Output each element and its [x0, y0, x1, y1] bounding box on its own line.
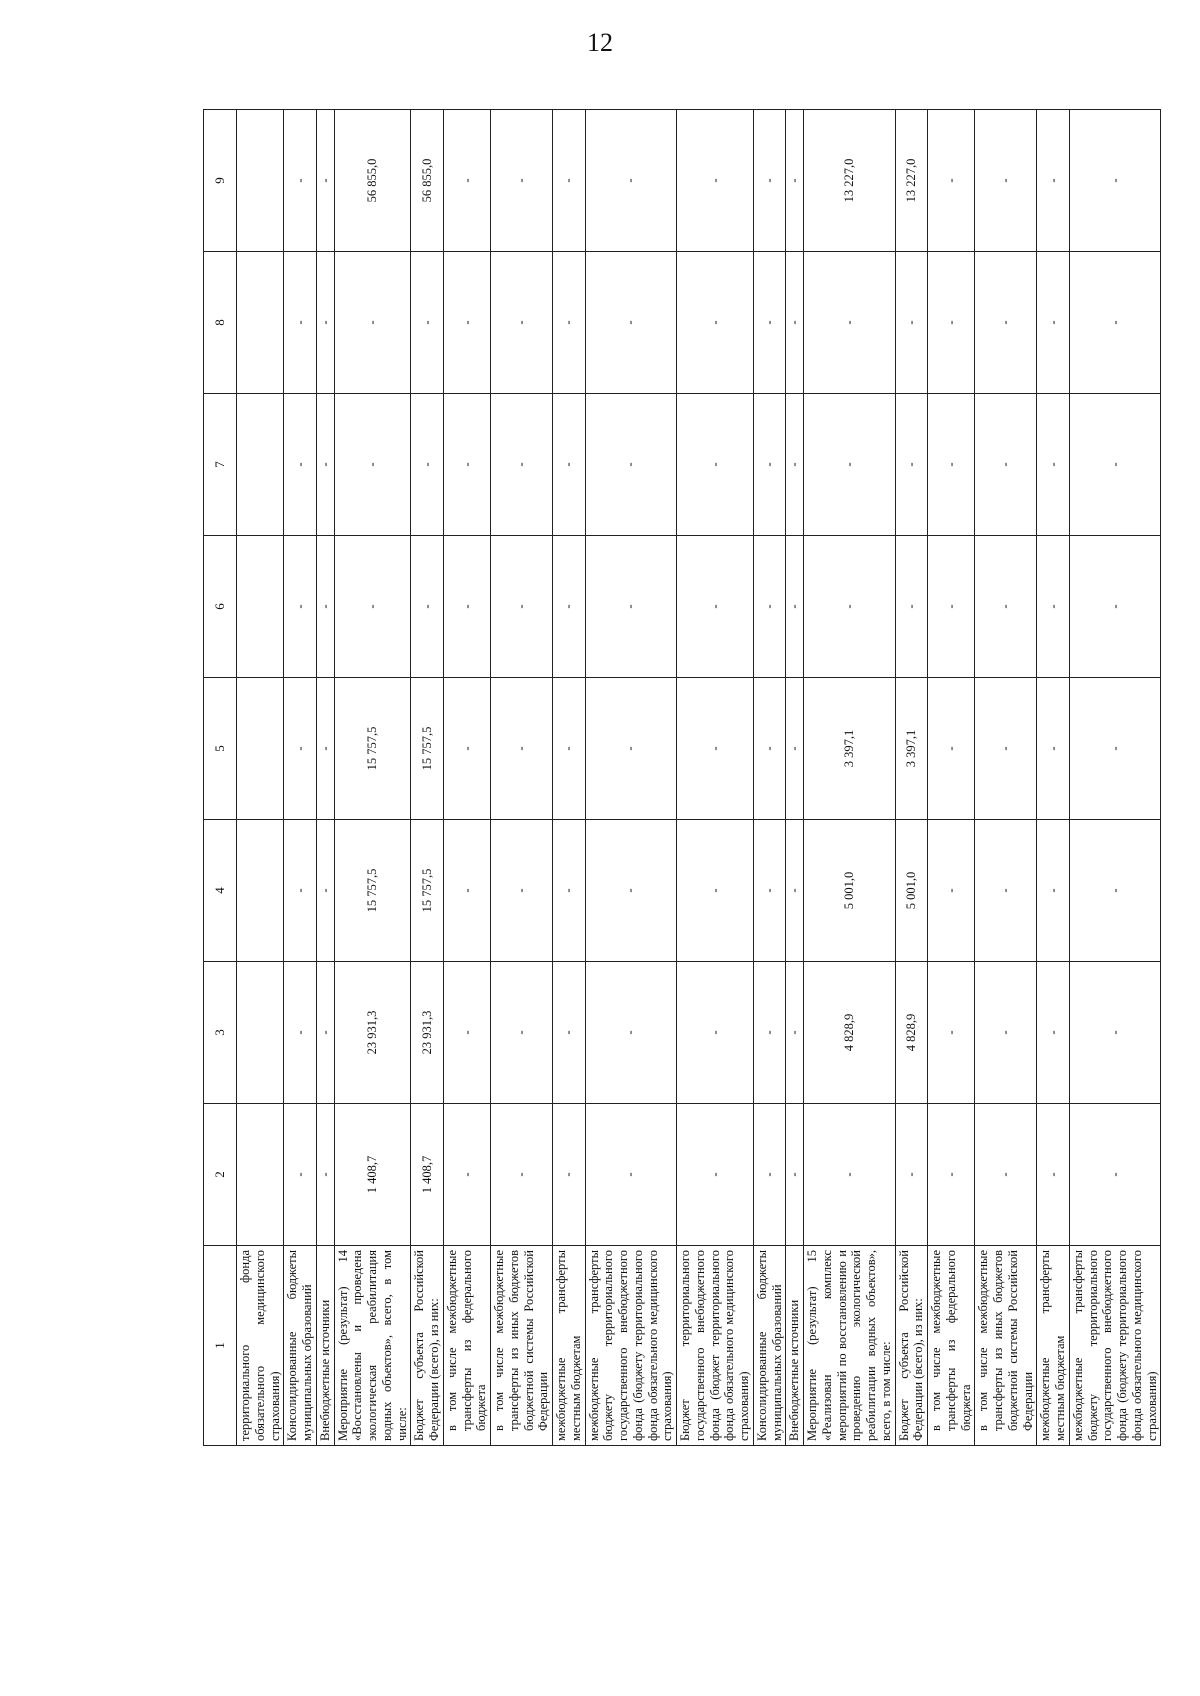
- value-cell: -: [786, 536, 804, 678]
- value-cell: -: [316, 394, 334, 536]
- value-cell: -: [1037, 110, 1070, 252]
- value-cell: -: [786, 110, 804, 252]
- value-cell: -: [928, 252, 975, 394]
- value-cell: -: [928, 110, 975, 252]
- value-cell: -: [316, 820, 334, 962]
- table-row: [585, 110, 677, 1446]
- value-cell: -: [316, 678, 334, 820]
- header-cell: 5: [204, 678, 237, 820]
- value-cell: -: [677, 536, 754, 678]
- value-cell: -: [804, 394, 896, 536]
- value-cell: -: [553, 252, 586, 394]
- value-cell: -: [443, 536, 490, 678]
- value-cell: -: [316, 962, 334, 1104]
- value-cell: -: [753, 820, 786, 962]
- value-cell: 23 931,3: [411, 962, 444, 1104]
- value-cell: -: [895, 394, 928, 536]
- value-cell: 1 408,7: [334, 1104, 411, 1246]
- budget-table: [203, 109, 1161, 1446]
- row-label-cell: Консолидированные бюджеты муниципальных образований: [284, 1246, 317, 1446]
- value-cell: 3 397,1: [804, 678, 896, 820]
- value-cell: -: [786, 820, 804, 962]
- row-label-cell: территориального фонда обязательного медицинского страхования): [237, 1246, 284, 1446]
- value-cell: -: [677, 678, 754, 820]
- value-cell: [237, 536, 284, 678]
- value-cell: -: [491, 820, 553, 962]
- value-cell: -: [786, 962, 804, 1104]
- row-label-cell: межбюджетные трансферты местным бюджетам: [553, 1246, 586, 1446]
- value-cell: -: [1069, 394, 1161, 536]
- table-row: [804, 110, 896, 1446]
- value-cell: -: [553, 1104, 586, 1246]
- value-cell: 5 001,0: [804, 820, 896, 962]
- table-row: [237, 110, 284, 1446]
- value-cell: -: [1069, 110, 1161, 252]
- table-row: [786, 110, 804, 1446]
- value-cell: -: [553, 110, 586, 252]
- row-label-cell: Мероприятие (результат) 15 «Реализован комплекс мероприятий по восстановлению и проведению экологической реабилитации водных объектов», всего, в том числе:: [804, 1246, 896, 1446]
- value-cell: -: [1037, 678, 1070, 820]
- value-cell: -: [928, 678, 975, 820]
- value-cell: -: [786, 252, 804, 394]
- value-cell: -: [1037, 962, 1070, 1104]
- value-cell: -: [975, 820, 1037, 962]
- value-cell: -: [975, 110, 1037, 252]
- value-cell: -: [585, 820, 677, 962]
- value-cell: -: [1069, 820, 1161, 962]
- value-cell: -: [753, 110, 786, 252]
- value-cell: 1 408,7: [411, 1104, 444, 1246]
- value-cell: -: [753, 536, 786, 678]
- value-cell: [237, 394, 284, 536]
- value-cell: -: [284, 1104, 317, 1246]
- value-cell: -: [334, 252, 411, 394]
- header-cell: 8: [204, 252, 237, 394]
- value-cell: -: [1069, 1104, 1161, 1246]
- value-cell: -: [284, 820, 317, 962]
- row-label-cell: Консолидированные бюджеты муниципальных образований: [753, 1246, 786, 1446]
- budget-table-container: [203, 109, 1159, 1446]
- value-cell: -: [553, 394, 586, 536]
- row-label-cell: Бюджет территориального государственного внебюджетного фонда (бюджет территориального фонда обязательного медицинского страхования): [677, 1246, 754, 1446]
- value-cell: -: [1069, 252, 1161, 394]
- header-cell: 6: [204, 536, 237, 678]
- value-cell: -: [585, 962, 677, 1104]
- value-cell: -: [1069, 536, 1161, 678]
- value-cell: -: [443, 1104, 490, 1246]
- table-row: [491, 110, 553, 1446]
- row-label-cell: межбюджетные трансферты бюджету территориального государственного внебюджетного фонда (бюджету территориального фонда обязательного медицинского страхования): [585, 1246, 677, 1446]
- value-cell: -: [753, 1104, 786, 1246]
- header-cell: 4: [204, 820, 237, 962]
- value-cell: 23 931,3: [334, 962, 411, 1104]
- table-body: [237, 110, 1161, 1446]
- value-cell: -: [804, 252, 896, 394]
- table-row: [334, 110, 411, 1446]
- value-cell: 15 757,5: [334, 678, 411, 820]
- table-row: [284, 110, 317, 1446]
- row-label-cell: Внебюджетные источники: [316, 1246, 334, 1446]
- value-cell: -: [1069, 678, 1161, 820]
- value-cell: -: [786, 1104, 804, 1246]
- row-label-cell: в том числе межбюджетные трансферты из федерального бюджета: [443, 1246, 490, 1446]
- value-cell: -: [443, 678, 490, 820]
- value-cell: -: [334, 536, 411, 678]
- value-cell: 5 001,0: [895, 820, 928, 962]
- header-row: [204, 110, 237, 1446]
- value-cell: -: [753, 252, 786, 394]
- value-cell: -: [443, 252, 490, 394]
- value-cell: -: [1037, 536, 1070, 678]
- value-cell: -: [975, 962, 1037, 1104]
- value-cell: -: [284, 252, 317, 394]
- value-cell: -: [443, 110, 490, 252]
- value-cell: -: [975, 678, 1037, 820]
- value-cell: -: [553, 962, 586, 1104]
- value-cell: [237, 962, 284, 1104]
- value-cell: -: [491, 110, 553, 252]
- table-row: [411, 110, 444, 1446]
- value-cell: 56 855,0: [334, 110, 411, 252]
- value-cell: -: [443, 962, 490, 1104]
- value-cell: -: [491, 962, 553, 1104]
- value-cell: -: [975, 536, 1037, 678]
- value-cell: -: [928, 1104, 975, 1246]
- value-cell: 15 757,5: [411, 820, 444, 962]
- value-cell: 4 828,9: [804, 962, 896, 1104]
- row-label-cell: Мероприятие (результат) 14 «Восстановлены и проведена экологическая реабилитация водных объектов», всего, в том числе:: [334, 1246, 411, 1446]
- value-cell: -: [334, 394, 411, 536]
- header-cell: 7: [204, 394, 237, 536]
- value-cell: 15 757,5: [411, 678, 444, 820]
- value-cell: -: [585, 252, 677, 394]
- value-cell: -: [786, 678, 804, 820]
- header-cell: 1: [204, 1246, 237, 1446]
- value-cell: -: [895, 252, 928, 394]
- value-cell: -: [284, 536, 317, 678]
- value-cell: -: [411, 536, 444, 678]
- value-cell: -: [677, 962, 754, 1104]
- value-cell: -: [786, 394, 804, 536]
- value-cell: -: [804, 536, 896, 678]
- value-cell: -: [585, 110, 677, 252]
- row-label-cell: межбюджетные трансферты местным бюджетам: [1037, 1246, 1070, 1446]
- value-cell: -: [928, 536, 975, 678]
- value-cell: -: [491, 252, 553, 394]
- value-cell: [237, 820, 284, 962]
- row-label-cell: межбюджетные трансферты бюджету территориального государственного внебюджетного фонда (бюджету территориального фонда обязательного медицинского страхования): [1069, 1246, 1161, 1446]
- header-cell: 3: [204, 962, 237, 1104]
- value-cell: -: [753, 962, 786, 1104]
- value-cell: 3 397,1: [895, 678, 928, 820]
- value-cell: -: [284, 394, 317, 536]
- value-cell: -: [677, 820, 754, 962]
- value-cell: -: [585, 394, 677, 536]
- value-cell: -: [585, 536, 677, 678]
- table-row: [975, 110, 1037, 1446]
- value-cell: -: [316, 252, 334, 394]
- value-cell: -: [316, 536, 334, 678]
- row-label-cell: Бюджет субъекта Российской Федерации (всего), из них:: [411, 1246, 444, 1446]
- row-label-cell: в том числе межбюджетные трансферты из иных бюджетов бюджетной системы Российской Федерации: [491, 1246, 553, 1446]
- header-cell: 2: [204, 1104, 237, 1246]
- value-cell: -: [411, 252, 444, 394]
- value-cell: -: [411, 394, 444, 536]
- value-cell: -: [316, 1104, 334, 1246]
- table-row: [895, 110, 928, 1446]
- table-row: [443, 110, 490, 1446]
- value-cell: 13 227,0: [804, 110, 896, 252]
- value-cell: -: [553, 678, 586, 820]
- value-cell: -: [491, 536, 553, 678]
- value-cell: [237, 110, 284, 252]
- table-row: [1037, 110, 1070, 1446]
- value-cell: -: [316, 110, 334, 252]
- row-label-cell: в том числе межбюджетные трансферты из федерального бюджета: [928, 1246, 975, 1446]
- table-row: [753, 110, 786, 1446]
- value-cell: -: [677, 1104, 754, 1246]
- value-cell: [237, 678, 284, 820]
- value-cell: -: [753, 394, 786, 536]
- table-row: [553, 110, 586, 1446]
- value-cell: -: [1037, 394, 1070, 536]
- value-cell: -: [585, 1104, 677, 1246]
- value-cell: -: [491, 1104, 553, 1246]
- value-cell: -: [895, 1104, 928, 1246]
- value-cell: 15 757,5: [334, 820, 411, 962]
- value-cell: -: [975, 1104, 1037, 1246]
- value-cell: -: [491, 394, 553, 536]
- row-label-cell: в том числе межбюджетные трансферты из иных бюджетов бюджетной системы Российской Федерации: [975, 1246, 1037, 1446]
- value-cell: -: [284, 962, 317, 1104]
- value-cell: -: [1037, 1104, 1070, 1246]
- value-cell: 56 855,0: [411, 110, 444, 252]
- value-cell: -: [1037, 820, 1070, 962]
- page-number: 12: [587, 28, 613, 57]
- value-cell: -: [553, 536, 586, 678]
- table-row: [677, 110, 754, 1446]
- value-cell: -: [928, 962, 975, 1104]
- value-cell: -: [1037, 252, 1070, 394]
- value-cell: 13 227,0: [895, 110, 928, 252]
- value-cell: -: [928, 820, 975, 962]
- value-cell: -: [284, 110, 317, 252]
- value-cell: -: [491, 678, 553, 820]
- value-cell: -: [677, 252, 754, 394]
- value-cell: -: [1069, 962, 1161, 1104]
- value-cell: -: [553, 820, 586, 962]
- value-cell: -: [975, 394, 1037, 536]
- value-cell: [237, 252, 284, 394]
- value-cell: -: [443, 394, 490, 536]
- value-cell: -: [284, 678, 317, 820]
- value-cell: -: [677, 394, 754, 536]
- table-row: [928, 110, 975, 1446]
- value-cell: -: [753, 678, 786, 820]
- value-cell: [237, 1104, 284, 1246]
- value-cell: -: [804, 1104, 896, 1246]
- value-cell: -: [443, 820, 490, 962]
- table-row: [316, 110, 334, 1446]
- value-cell: -: [585, 678, 677, 820]
- row-label-cell: Бюджет субъекта Российской Федерации (всего), из них:: [895, 1246, 928, 1446]
- value-cell: -: [928, 394, 975, 536]
- header-cell: 9: [204, 110, 237, 252]
- row-label-cell: Внебюджетные источники: [786, 1246, 804, 1446]
- table-row: [1069, 110, 1161, 1446]
- value-cell: 4 828,9: [895, 962, 928, 1104]
- value-cell: -: [677, 110, 754, 252]
- value-cell: -: [895, 536, 928, 678]
- value-cell: -: [975, 252, 1037, 394]
